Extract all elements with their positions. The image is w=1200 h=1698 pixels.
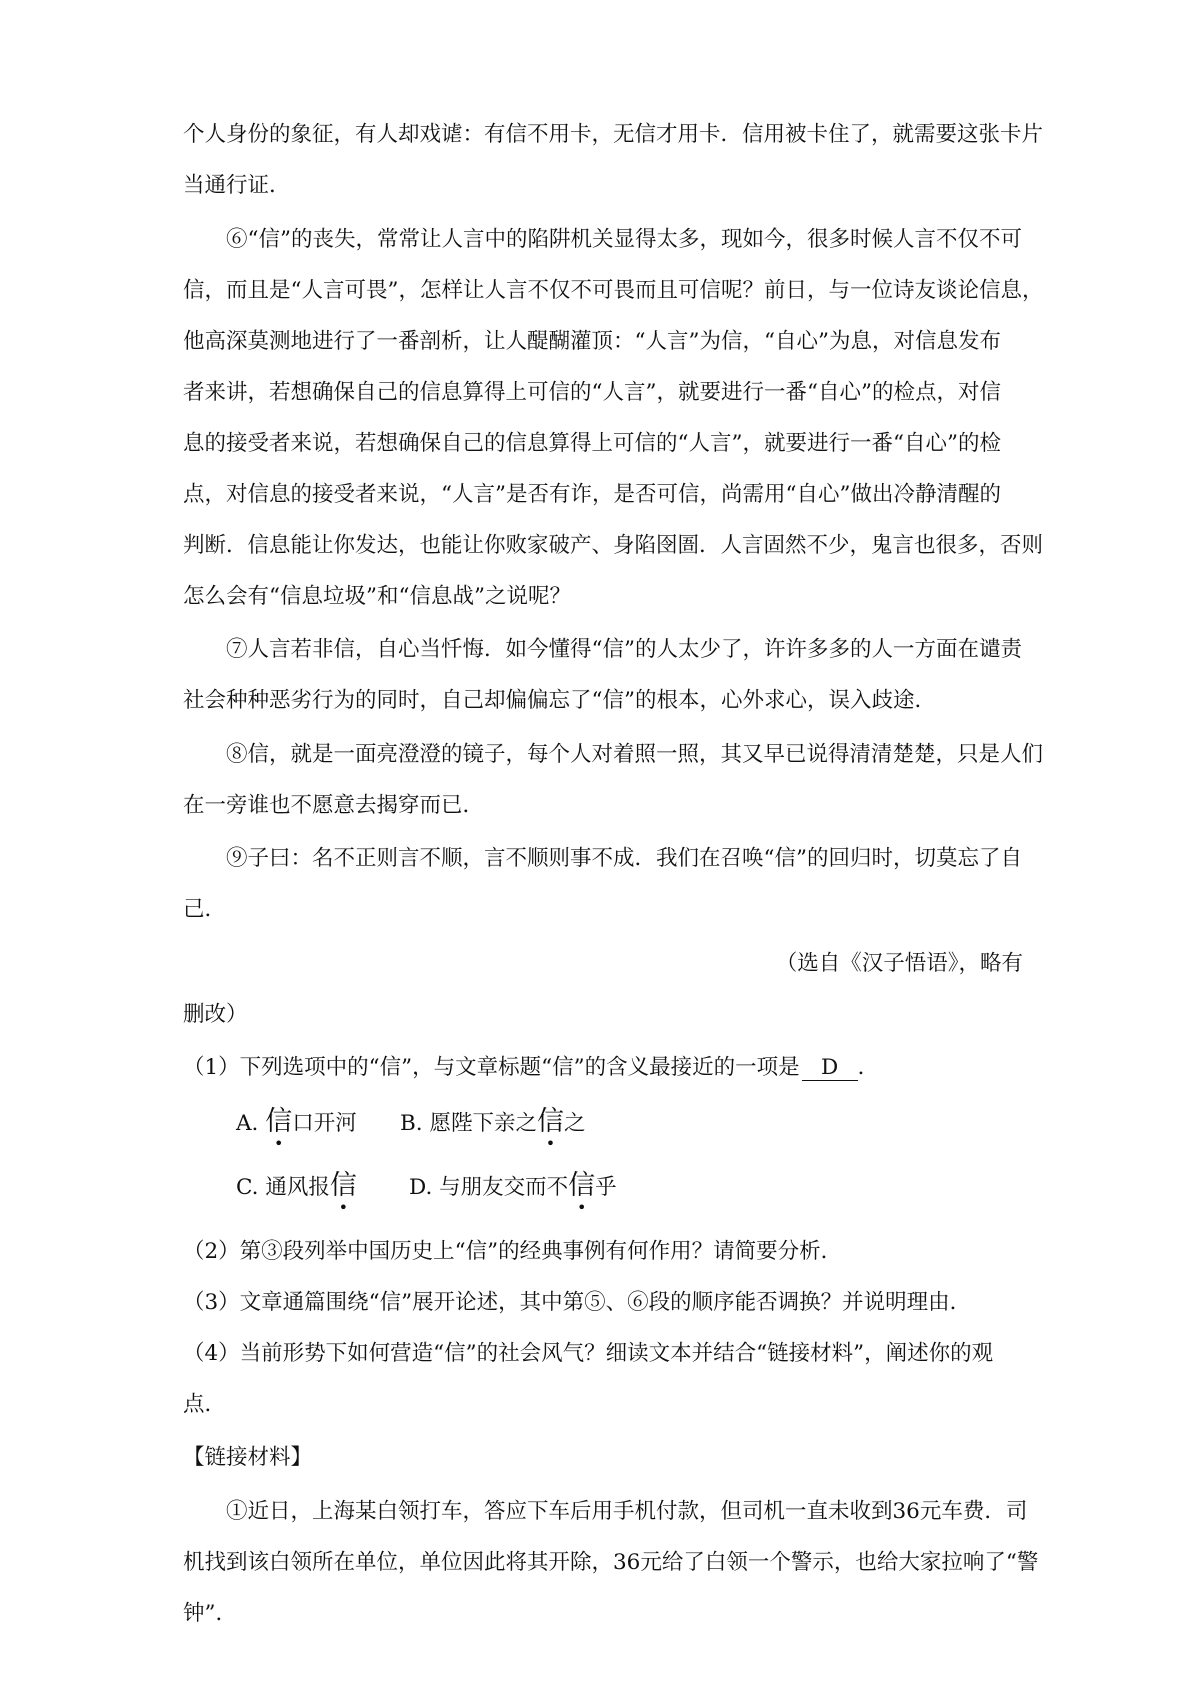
- option-d-label: D.: [409, 1175, 433, 1200]
- question-1-stem: （1）下列选项中的“信”，与文章标题“信”的含义最接近的一项是: [183, 1055, 800, 1080]
- option-d-pre: 与朋友交而不: [439, 1175, 569, 1200]
- option-b-rest: 之: [564, 1111, 586, 1136]
- option-a-label: A.: [236, 1111, 259, 1136]
- paragraph-7-line-1: ⑦人言若非信，自心当忏悔．如今懂得“信”的人太少了，许许多多的人一方面在谴责: [226, 637, 1022, 662]
- paragraph-7-line-2: 社会种种恶劣行为的同时，自己却偏偏忘了“信”的根本，心外求心，误入歧途．: [183, 688, 936, 713]
- option-a: [236, 1106, 357, 1153]
- paragraph-6-line-2: 信，而且是“人言可畏”，怎样让人言不仅不可畏而且可信呢？前日，与一位诗友谈论信息，: [183, 278, 1044, 303]
- option-c-emphasized-char: [329, 1170, 357, 1217]
- option-c-char: 信: [329, 1170, 357, 1201]
- option-d: [409, 1170, 617, 1217]
- paragraph-6-line-7: 判断．信息能让你发达，也能让你败家破产、身陷囹圄．人言固然不少，鬼言也很多，否则: [183, 533, 1044, 558]
- option-a-rest: 口开河: [292, 1111, 357, 1136]
- paragraph-5-line-2: 当通行证．: [183, 173, 291, 198]
- question-4-line-1: （4）当前形势下如何营造“信”的社会风气？细读文本并结合“链接材料”，阐述你的观: [183, 1341, 994, 1366]
- emphasis-dot: •: [338, 1198, 349, 1217]
- answer-blank: D: [802, 1056, 858, 1081]
- paragraph-6-line-5: 息的接受者来说，若想确保自己的信息算得上可信的“人言”，就要进行一番“自心”的检: [183, 431, 1001, 456]
- paragraph-6-line-4: 者来讲，若想确保自己的信息算得上可信的“人言”，就要进行一番“自心”的检点，对信: [183, 380, 1001, 405]
- option-b-emphasized-char: [537, 1106, 564, 1153]
- link-material-heading: 【链接材料】: [183, 1445, 313, 1470]
- paragraph-5-line-1: 个人身份的象征，有人却戏谑：有信不用卡，无信才用卡．信用被卡住了，就需要这张卡片: [183, 122, 1044, 147]
- option-d-char: 信: [568, 1170, 596, 1201]
- option-c: [236, 1170, 357, 1217]
- paragraph-9-line-1: ⑨子曰：名不正则言不顺，言不顺则事不成．我们在召唤“信”的回归时，切莫忘了自: [226, 846, 1022, 871]
- source-note-line-2: 删改）: [183, 1002, 248, 1027]
- question-4-line-2: 点．: [183, 1392, 227, 1417]
- paragraph-8-line-2: 在一旁谁也不愿意去揭穿而已．: [183, 793, 485, 818]
- option-a-char: 信: [265, 1106, 293, 1137]
- option-d-rest: 乎: [595, 1175, 617, 1200]
- option-b: [400, 1106, 586, 1153]
- option-a-emphasized-char: [265, 1106, 293, 1153]
- question-2: （2）第③段列举中国历史上“信”的经典事例有何作用？请简要分析．: [183, 1239, 843, 1264]
- paragraph-6-line-1: ⑥“信”的丧失，常常让人言中的陷阱机关显得太多，现如今，很多时候人言不仅不可: [226, 227, 1022, 252]
- link-material-line-3: 钟”．: [183, 1601, 237, 1626]
- option-c-label: C.: [236, 1175, 259, 1200]
- paragraph-6-line-6: 点，对信息的接受者来说，“人言”是否有诈，是否可信，尚需用“自心”做出冷静清醒的: [183, 482, 1001, 507]
- emphasis-dot: •: [545, 1134, 556, 1153]
- option-c-pre: 通风报: [265, 1175, 330, 1200]
- question-3: （3）文章通篇围绕“信”展开论述，其中第⑤、⑥段的顺序能否调换？并说明理由．: [183, 1290, 972, 1315]
- question-1: [183, 1053, 1023, 1083]
- option-b-char: 信: [537, 1106, 564, 1137]
- paragraph-8-line-1: ⑧信，就是一面亮澄澄的镜子，每个人对着照一照，其又早已说得清清楚楚，只是人们: [226, 742, 1044, 767]
- link-material-line-2: 机找到该白领所在单位，单位因此将其开除，36元给了白领一个警示，也给大家拉响了“警: [183, 1550, 1039, 1575]
- option-d-emphasized-char: [568, 1170, 596, 1217]
- emphasis-dot: •: [576, 1198, 587, 1217]
- option-b-label: B.: [400, 1111, 423, 1136]
- paragraph-6-line-8: 怎么会有“信息垃圾”和“信息战”之说呢？: [183, 584, 571, 609]
- paragraph-6-line-3: 他高深莫测地进行了一番剖析，让人醍醐灌顶：“人言”为信，“自心”为息，对信息发布: [183, 329, 1001, 354]
- paragraph-9-line-2: 己．: [183, 897, 227, 922]
- option-b-pre: 愿陛下亲之: [429, 1111, 537, 1136]
- emphasis-dot: •: [274, 1134, 284, 1153]
- link-material-line-1: ①近日，上海某白领打车，答应下车后用手机付款，但司机一直未收到36元车费．司: [226, 1499, 1028, 1524]
- source-note-line-1: （选自《汉子悟语》，略有: [775, 951, 1023, 976]
- question-1-end: ．: [857, 1055, 880, 1080]
